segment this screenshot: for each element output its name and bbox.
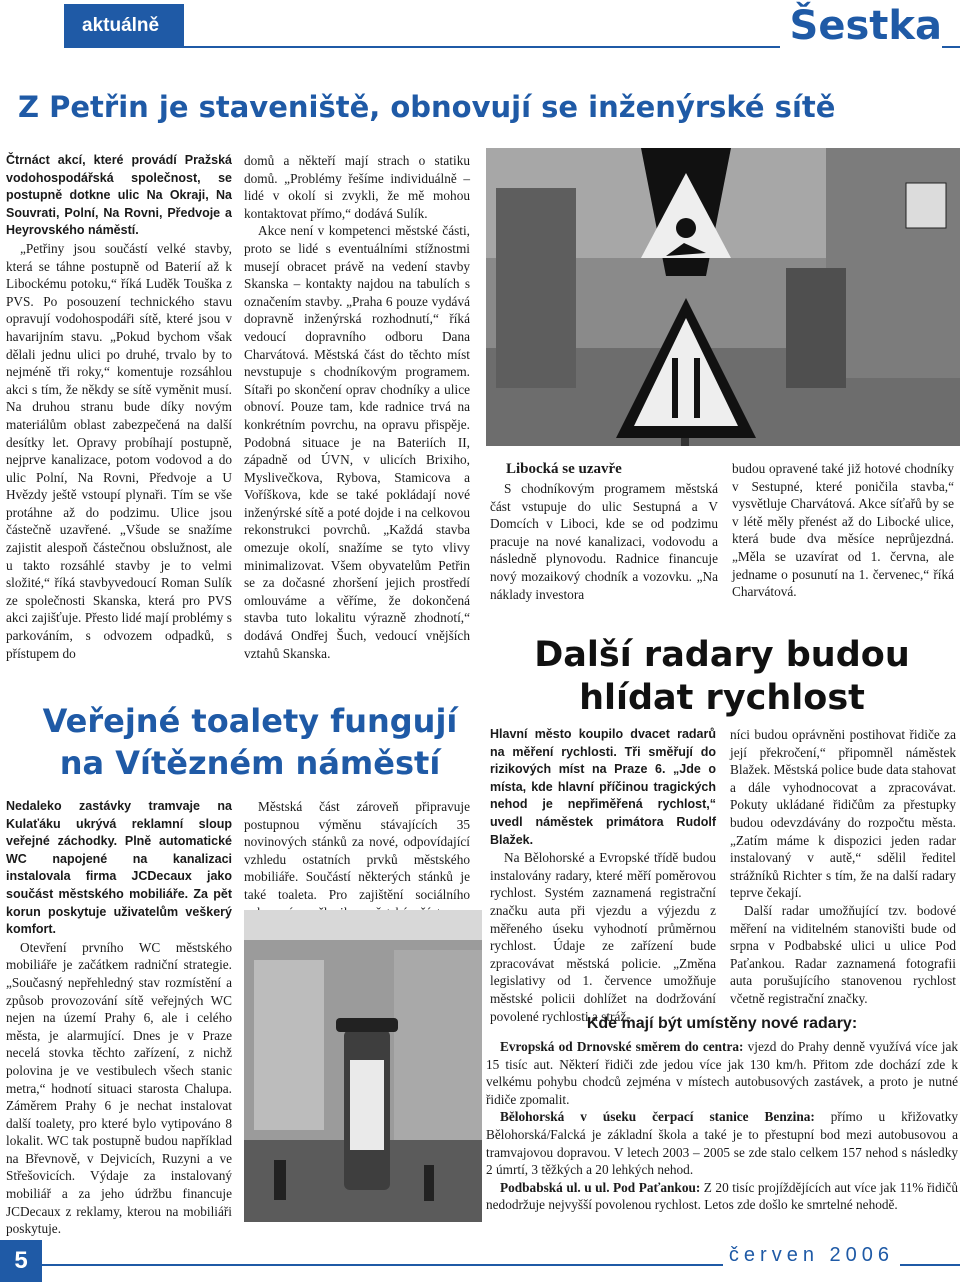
box-item-3: [486, 1179, 958, 1214]
radary-lead: Hlavní město koupilo dvacet radarů na měření rychlosti. Tři směřují do rizikových míst na Praze 6. „Jde o místa, kde hlavní příčinou tragických nehod je nepřiměřená rychlost,“ uvedl náměstek primátora Rudolf Blažek.: [490, 727, 716, 847]
toalety-lead: Nedaleko zastávky tramvaje na Kulaťáku ukrývá reklamní sloup veřejné záchodky. Plně automatické WC napojené na kanalizaci instalovala firma JCDecaux jako součást městského mobiliáře. Za pět korun poskytuje uživatelům veškerý komfort.: [6, 799, 232, 937]
masthead: Šestka: [780, 0, 942, 52]
box-item-1: [486, 1038, 958, 1108]
construction-photo: [486, 148, 960, 446]
issue-date: červen 2006: [723, 1244, 900, 1267]
radary-body: Další radar umožňující tzv. bodové měření na viditelném stanovišti bude od srpna v Podbabské ulici u ulice Pod Paťankou. Radar zaznamená fotografii auta porušujícího stanovenou rychlost včetně registrační značky.: [730, 902, 956, 1006]
toalety-photo: [244, 910, 482, 1222]
toalety-body: Otevření prvního WC městského mobiliáře je začátkem radniční strategie. „Současný nepřehledný stav rozmístění a způsob provozování sítě veřejných WC nejen na území Prahy 6, ale i celého města, je alarmující. Dnes je v Praze necelá stovka těchto zařízení, z nichž polovina je ve vestibulech všech stanic metra,“ hodnotí situaci starosta Chalupa. Záměrem Prahy 6 je nechat instalovat další toalety, pro které bylo vytipováno 8 lokalit. WC tak postupně budou například na Břevnově, v Dejvicích, Ruzyni a ve Střešovicích. Výdaje za instalovaný mobiliář a za jeho údržbu financuje JCDecaux z reklamy, kterou na mobiliáři poskytuje.: [6, 939, 232, 1237]
libocka-body: S chodníkovým programem městská část vstupuje do ulic Sestupná a V Domcích v Liboci, kde se od podzimu pracuje na nové kanalizaci, vodovodu a následně plynovodu. Radnice financuje nový mozaikový chodník a vozovku. „Na náklady investora: [490, 481, 718, 602]
page-number: 5: [0, 1240, 42, 1282]
libocka-title: Libocká se uzavře: [506, 461, 622, 477]
advertising-column-image: [244, 910, 482, 1222]
radary-column-2: [730, 726, 956, 1008]
box-item-2-heading: Bělohorská v úseku čerpací stanice Benzina:: [500, 1109, 815, 1125]
article-column-1: [6, 152, 232, 662]
construction-signs-image: [486, 148, 960, 446]
libocka-body: budou opravené také již hotové chodníky v Sestupné, které poničila stavba,“ vysvětluje Charvátová. Akce síťařů by se v létě měly přenést až do Libocké ulice, která bude dva měsíce neprůjezdná. „Měla se uzavírat od 1. června, ale jedname o posunutí na 1. červenec,“ říká Charvátová.: [732, 461, 954, 600]
article-lead: Čtrnáct akcí, které provádí Pražská vodohospodářská společnost, se postupně dotkne ulic Na Okraji, Na Souvrati, Polní, Na Rovni, Předvoje a Heyrovského náměstí.: [6, 153, 232, 238]
article-body: domů a někteří mají strach o statiku domů. „Problémy řešíme individuálně – lidé v okolí si zvykli, že mě mohou kontaktovat přímo,“ dodává Sulík.: [244, 153, 470, 221]
article-headline: Z Petřin je staveniště, obnovují se inženýrské sítě: [18, 90, 836, 124]
radary-body: níci budou oprávněni postihovat řidiče za její překročení,“ připomněl náměstek Blažek. Městská police bude data stahovat a dále vyhodnocovat a zpracovávat. Pokuty ukládané řidičům za přestupky budou odevzdávány do rozpočtu města. „Zatím máme k dispozici jeden radar instalovaný v autě,“ sdělil ředitel strážníků Richter s tím, že na další radary teprve čekají.: [730, 727, 956, 901]
box-item-1-heading: Evropská od Drnovské směrem do centra:: [500, 1039, 744, 1054]
article-column-2: [244, 152, 470, 662]
toalety-column-1: [6, 798, 232, 1238]
radary-title: Další radary budou hlídat rychlost: [534, 635, 910, 718]
radary-body: Na Bělohorské a Evropské třídě budou instalovány radary, které měří poměrovou rychlost. Systém zaznamená registrační značku auta při vjezdu a výjezdu z měřeného úseku vyhodnotí průměrnou rychlost. Údaje ze zařízení bude zpracovávat městská policie. „Změna legislativy od 1. července umožňuje městské policii dohlížet na dodržování povolené rychlosti a stráž-: [490, 850, 716, 1024]
section-label: aktuálně: [64, 4, 184, 48]
box-item-3-heading: Podbabská ul. u ul. Pod Paťankou:: [500, 1179, 701, 1195]
libocka-column-2: [732, 460, 954, 601]
box-item-1-text: vjezd do Prahy denně využívá více jak 15 tisíc aut. Některí řidiči zde jedou více jak 130 km/h. Přitom zde dochází zde k velkému pohybu chodců zejména v místech autobusových zastávek, a proto je nutné řidiče zpomalit.: [486, 1039, 958, 1107]
article-body: „Petřiny jsou součástí velké stavby, která se táhne postupně od Baterií až k Libockému potoku,“ říká Luděk Touška z PVS. Po posouzení technického stavu opravují vodohospodáři sítě, které jsou v havarijním stavu. „Pokud bychom však dělali jednu ulici po druhé, trvalo by to nejméně tři roky,“ komentuje rozsáhlou akci s tím, že někdy se sítě vyměnit musí. Na druhou stranu bude díky novým materiálům oblast zabezpečená na další desítky let. Opravy probíhají postupně, nejprve kanalizace, potom vodovod a do ulic Polní, Na Rovni, Předvoje a U Hvězdy ještě vstoupí plynaři. Tím se vše protáhne až do podzimu. Ulice jsou částečně uzavřené. „Všude se snažíme zajistit alespoň částečnou obslužnost, ale u takto rozsáhlé stavby je to velmi složité,“ říká stavbyvedoucí Roman Sulík ze společnosti Skanska, která pro PVS akci zajišťuje. Přesto lidé mají problémy s parkováním, s odvozem odpadků, s přístupem do: [6, 240, 232, 661]
article-body: Akce není v kompetenci městské části, proto se lidé s eventuálními stížnostmi musejí obracet právě na vedení stavby Skanska – kontakty najdou na tabulích s označením stavby. „Praha 6 pouze vydává dopravně inženýrská rozhodnutí,“ říká vedoucí dopravního odboru Dana Charvátová. Městská část do těchto míst nevstupuje s chodníkovým programem. Sítaři po skončení oprav chodníky a ulice obnoví. Pouze tam, kde radnice trvá na konkrétním povrchu, na opravu přispěje. Podobná situace je na Bateriích II, západně od ÚVN, v ulicích Brixiho, Myslivečkova, Rybova, Stamicova a Voříškova, kde se také pokládají nové inženýrské sítě a poté dojde i na celkovou rekonstrukci povrchů. „Každá stavba omezuje okolí, snažíme se tyto vlivy minimalizovat. Všem obyvatelům Petřin se za dočasné zhoršení jejich prostředí omlouváme a věříme, že dokončená stavba tuto lokalitu výrazně zhodnotí,“ dodává Ondřej Šuch, vedoucí vnějších vztahů Skanska.: [244, 223, 470, 661]
box-item-2: [486, 1108, 958, 1178]
libocka-column-1: [490, 460, 718, 603]
toalety-title: Veřejné toalety fungují na Vítězném náměstí: [42, 702, 458, 782]
box-item-2-text: přímo u křižovatky Bělohorská/Falcká je základní škola a také je to přestupní bod mezi autobusovou a tramvajovou dopravou. V letech 2003 – 2005 se zde stalo celkem 157 nehod s následky 2 úmrtí, 3 těžkých a 20 lehkých nehod.: [486, 1109, 958, 1178]
toalety-body: Městská část zároveň připravuje postupnou výměnu stávajících 35 novinových stánků za nové, odpovídající vzhledu ostatních prvků městského mobiliáře. Součástí některých stánků je také toaleta. Pro zajištění sociálního: [244, 799, 470, 902]
box-title: Kde mají být umístěny nové radary:: [586, 1015, 858, 1032]
radary-info-box: [486, 1014, 958, 1214]
radary-column-1: [490, 726, 716, 1025]
box-item-3-text: Z 20 tisíc projíždějících aut více jak 11% řidičů nedodržuje nejvyšší povolenou rychlost. Letos zde došlo ke smrtelné nehodě.: [486, 1179, 958, 1213]
